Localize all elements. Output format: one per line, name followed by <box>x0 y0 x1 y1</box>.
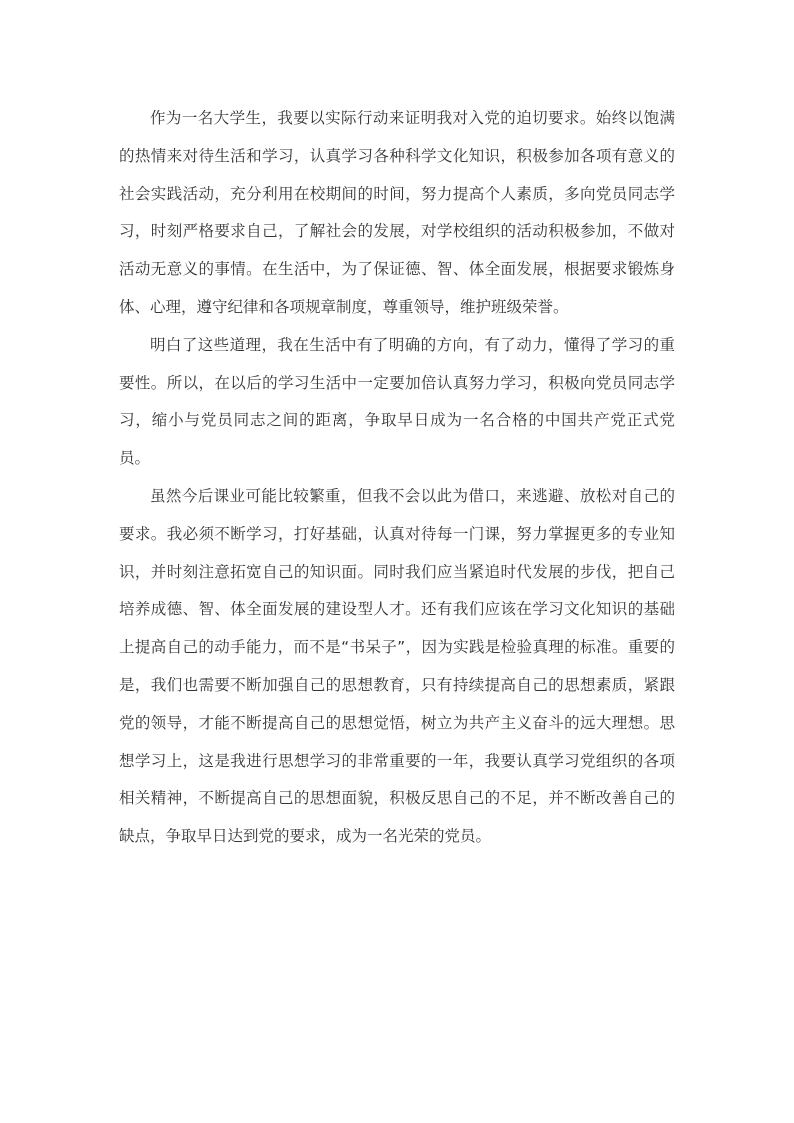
paragraph-1: 作为一名大学生，我要以实际行动来证明我对入党的迫切要求。始终以饱满的热情来对待生活和学习，认真学习各种科学文化知识，积极参加各项有意义的社会实践活动，充分利用在校期间的时间，努力提高个人素质，多向党员同志学习，时刻严格要求自己，了解社会的发展，对学校组织的活动积极参加，不做对活动无意义的事情。在生活中，为了保证德、智、体全面发展，根据要求锻炼身体、心理，遵守纪律和各项规章制度，尊重领导，维护班级荣誉。 <box>119 109 675 316</box>
paragraph-2: 明白了这些道理，我在生活中有了明确的方向，有了动力，懂得了学习的重要性。所以，在以后的学习生活中一定要加倍认真努力学习，积极向党员同志学习，缩小与党员同志之间的距离，争取早日成为一名合格的中国共产党正式党员。 <box>119 335 675 468</box>
document-body <box>119 100 675 856</box>
paragraph-3: 虽然今后课业可能比较繁重，但我不会以此为借口，来逃避、放松对自己的要求。我必须不断学习，打好基础，认真对待每一门课，努力掌握更多的专业知识，并时刻注意拓宽自己的知识面。同时我们应当紧追时代发展的步伐，把自己培养成德、智、体全面发展的建设型人才。还有我们应该在学习文化知识的基础上提高自己的动手能力，而不是“书呆子”，因为实践是检验真理的标准。重要的是，我们也需要不断加强自己的思想教育，只有持续提高自己的思想素质，紧跟党的领导，才能不断提高自己的思想觉悟，树立为共产主义奋斗的远大理想。思想学习上，这是我进行思想学习的非常重要的一年，我要认真学习党组织的各项相关精神，不断提高自己的思想面貌，积极反思自己的不足，并不断改善自己的缺点，争取早日达到党的要求，成为一名光荣的党员。 <box>119 486 675 846</box>
